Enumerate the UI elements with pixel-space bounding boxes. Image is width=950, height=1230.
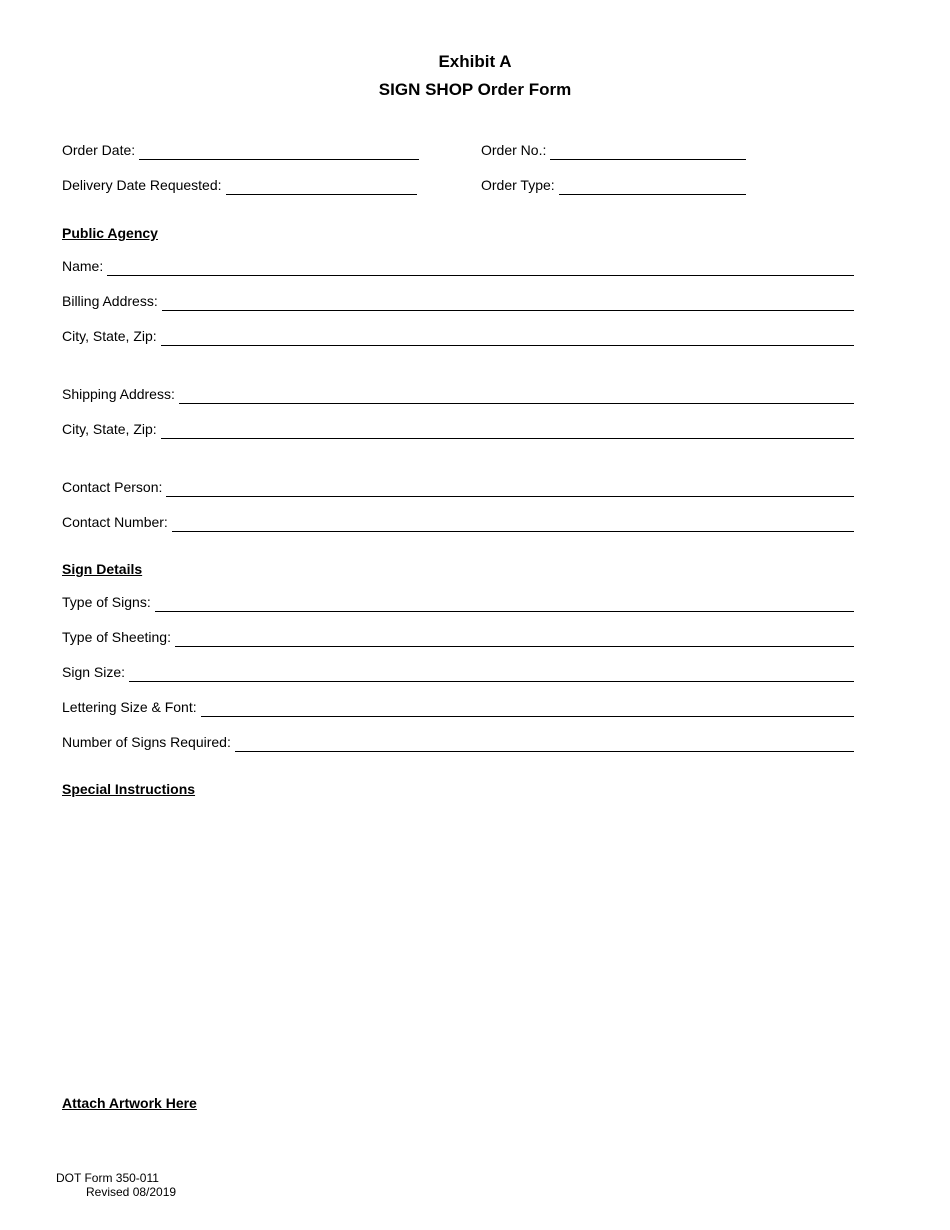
sign-size-field[interactable] [129,681,854,682]
order-date-field[interactable] [139,159,419,160]
order-no-field[interactable] [550,159,746,160]
type-of-sheeting-label: Type of Sheeting: [62,629,171,645]
shipping-city-field[interactable] [161,438,854,439]
delivery-date-row [62,175,417,193]
contact-person-label: Contact Person: [62,479,163,495]
order-type-field[interactable] [559,194,746,195]
shipping-city-row [62,419,854,437]
sign-size-label: Sign Size: [62,664,126,680]
sign-details-heading: Sign Details [62,561,143,577]
lettering-row [62,697,854,715]
shipping-address-row [62,384,854,402]
lettering-field[interactable] [201,716,854,717]
order-no-label: Order No.: [481,142,547,158]
contact-number-label: Contact Number: [62,514,168,530]
order-type-label: Order Type: [481,177,555,193]
shipping-address-field[interactable] [179,403,854,404]
type-of-signs-label: Type of Signs: [62,594,151,610]
number-of-signs-row [62,732,854,750]
billing-city-row [62,326,854,344]
order-type-row [481,175,746,193]
type-of-sheeting-field[interactable] [175,646,854,647]
type-of-sheeting-row [62,627,854,645]
order-no-row [481,140,746,158]
order-date-row [62,140,419,158]
page-title: Exhibit A [438,52,512,71]
order-date-label: Order Date: [62,142,136,158]
revision-date: Revised 08/2019 [86,1185,177,1199]
number-of-signs-field[interactable] [235,751,854,752]
contact-person-field[interactable] [166,496,854,497]
form-number: DOT Form 350-011 [56,1171,159,1185]
shipping-city-label: City, State, Zip: [62,421,157,437]
delivery-date-label: Delivery Date Requested: [62,177,222,193]
public-agency-heading: Public Agency [62,225,158,241]
form-footer [56,1171,176,1199]
type-of-signs-row [62,592,854,610]
number-of-signs-label: Number of Signs Required: [62,734,231,750]
contact-person-row [62,477,854,495]
type-of-signs-field[interactable] [155,611,854,612]
shipping-address-label: Shipping Address: [62,386,175,402]
contact-number-field[interactable] [172,531,854,532]
billing-city-field[interactable] [161,345,854,346]
sign-size-row [62,662,854,680]
name-row [62,256,854,274]
name-label: Name: [62,258,104,274]
special-instructions-heading: Special Instructions [62,781,196,797]
name-field[interactable] [107,275,854,276]
billing-address-field[interactable] [162,310,854,311]
billing-city-label: City, State, Zip: [62,328,157,344]
billing-address-row [62,291,854,309]
contact-number-row [62,512,854,530]
delivery-date-field[interactable] [226,194,417,195]
form-title: SIGN SHOP Order Form [378,80,572,99]
attach-artwork-heading: Attach Artwork Here [62,1095,197,1111]
billing-address-label: Billing Address: [62,293,158,309]
lettering-label: Lettering Size & Font: [62,699,197,715]
